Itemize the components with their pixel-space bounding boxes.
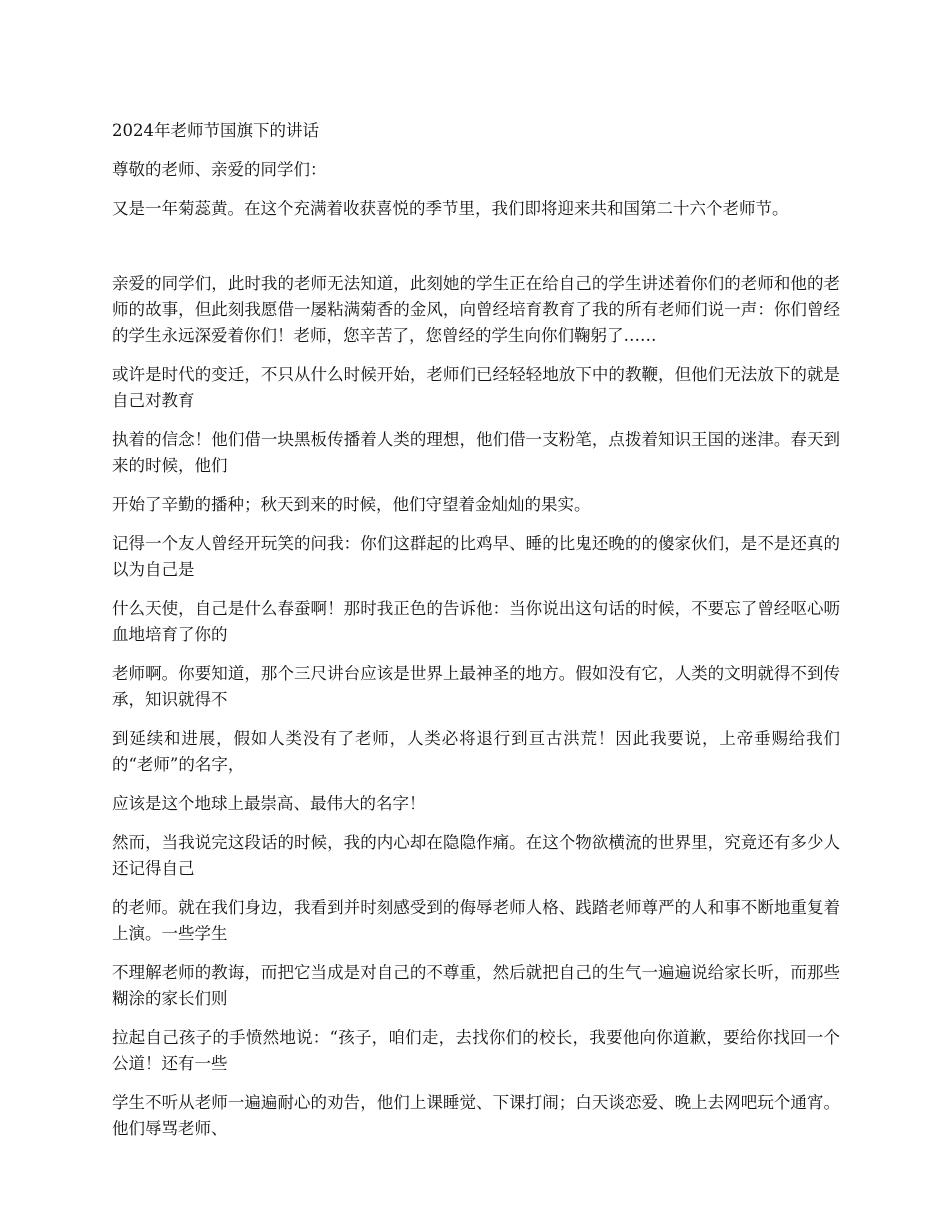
paragraph-6: 记得一个友人曾经开玩笑的问我：你们这群起的比鸡早、睡的比鬼还晚的的傻家伙们，是不是还真的以为自己是 (112, 534, 840, 579)
blank-space (112, 235, 840, 271)
paragraph-11: 然而，当我说完这段话的时候，我的内心却在隐隐作痛。在这个物欲横流的世界里，究竟还有多少人还记得自己 (112, 833, 840, 878)
document-title: 2024年老师节国旗下的讲话 (112, 121, 319, 140)
paragraph-1: 又是一年菊蕊黄。在这个充满着收获喜悦的季节里，我们即将迎来共和国第二十六个老师节。 (112, 199, 789, 218)
paragraph-12: 的老师。就在我们身边，我看到并时刻感受到的侮辱老师人格、践踏老师尊严的人和事不断地重复着上演。一些学生 (112, 898, 840, 943)
paragraph-15: 学生不听从老师一遍遍耐心的劝告，他们上课睡觉、下课打闹；白天谈恋爱、晚上去网吧玩个通宵。他们辱骂老师、 (112, 1093, 840, 1138)
paragraph-8: 老师啊。你要知道，那个三尺讲台应该是世界上最神圣的地方。假如没有它，人类的文明就得不到传承，知识就得不 (112, 664, 840, 709)
paragraph-9: 到延续和进展，假如人类没有了老师，人类必将退行到亘古洪荒！因此我要说，上帝垂赐给我们的“老师”的名字， (112, 729, 840, 774)
greeting: 尊敬的老师、亲爱的同学们： (112, 160, 327, 179)
paragraph-7: 什么天使，自己是什么春蚕啊！那时我正色的告诉他：当你说出这句话的时候，不要忘了曾经呕心呖血地培育了你的 (112, 599, 840, 644)
paragraph-5: 开始了辛勤的播种；秋天到来的时候，他们守望着金灿灿的果实。 (112, 495, 591, 514)
paragraph-14: 拉起自己孩子的手愤然地说：“孩子，咱们走，去找你们的校长，我要他向你道歉，要给你找回一个公道！还有一些 (112, 1028, 840, 1073)
paragraph-2: 亲爱的同学们，此时我的老师无法知道，此刻她的学生正在给自己的学生讲述着你们的老师和他的老师的故事，但此刻我愿借一屡粘满菊香的金风，向曾经培育教育了我的所有老师们说一声：你们曾经的学生永远深爱着你们！老师，您辛苦了，您曾经的学生向你们鞠躬了…… (112, 274, 840, 345)
document-page (112, 118, 840, 1155)
paragraph-13: 不理解老师的教诲，而把它当成是对自己的不尊重，然后就把自己的生气一遍遍说给家长听，而那些糊涂的家长们则 (112, 963, 840, 1008)
paragraph-3: 或许是时代的变迁，不只从什么时候开始，老师们已经轻轻地放下中的教鞭，但他们无法放下的就是自己对教育 (112, 365, 840, 410)
paragraph-4: 执着的信念！他们借一块黑板传播着人类的理想，他们借一支粉笔，点拨着知识王国的迷津。春天到来的时候，他们 (112, 430, 840, 475)
paragraph-10: 应该是这个地球上最崇高、最伟大的名字！ (112, 794, 426, 813)
